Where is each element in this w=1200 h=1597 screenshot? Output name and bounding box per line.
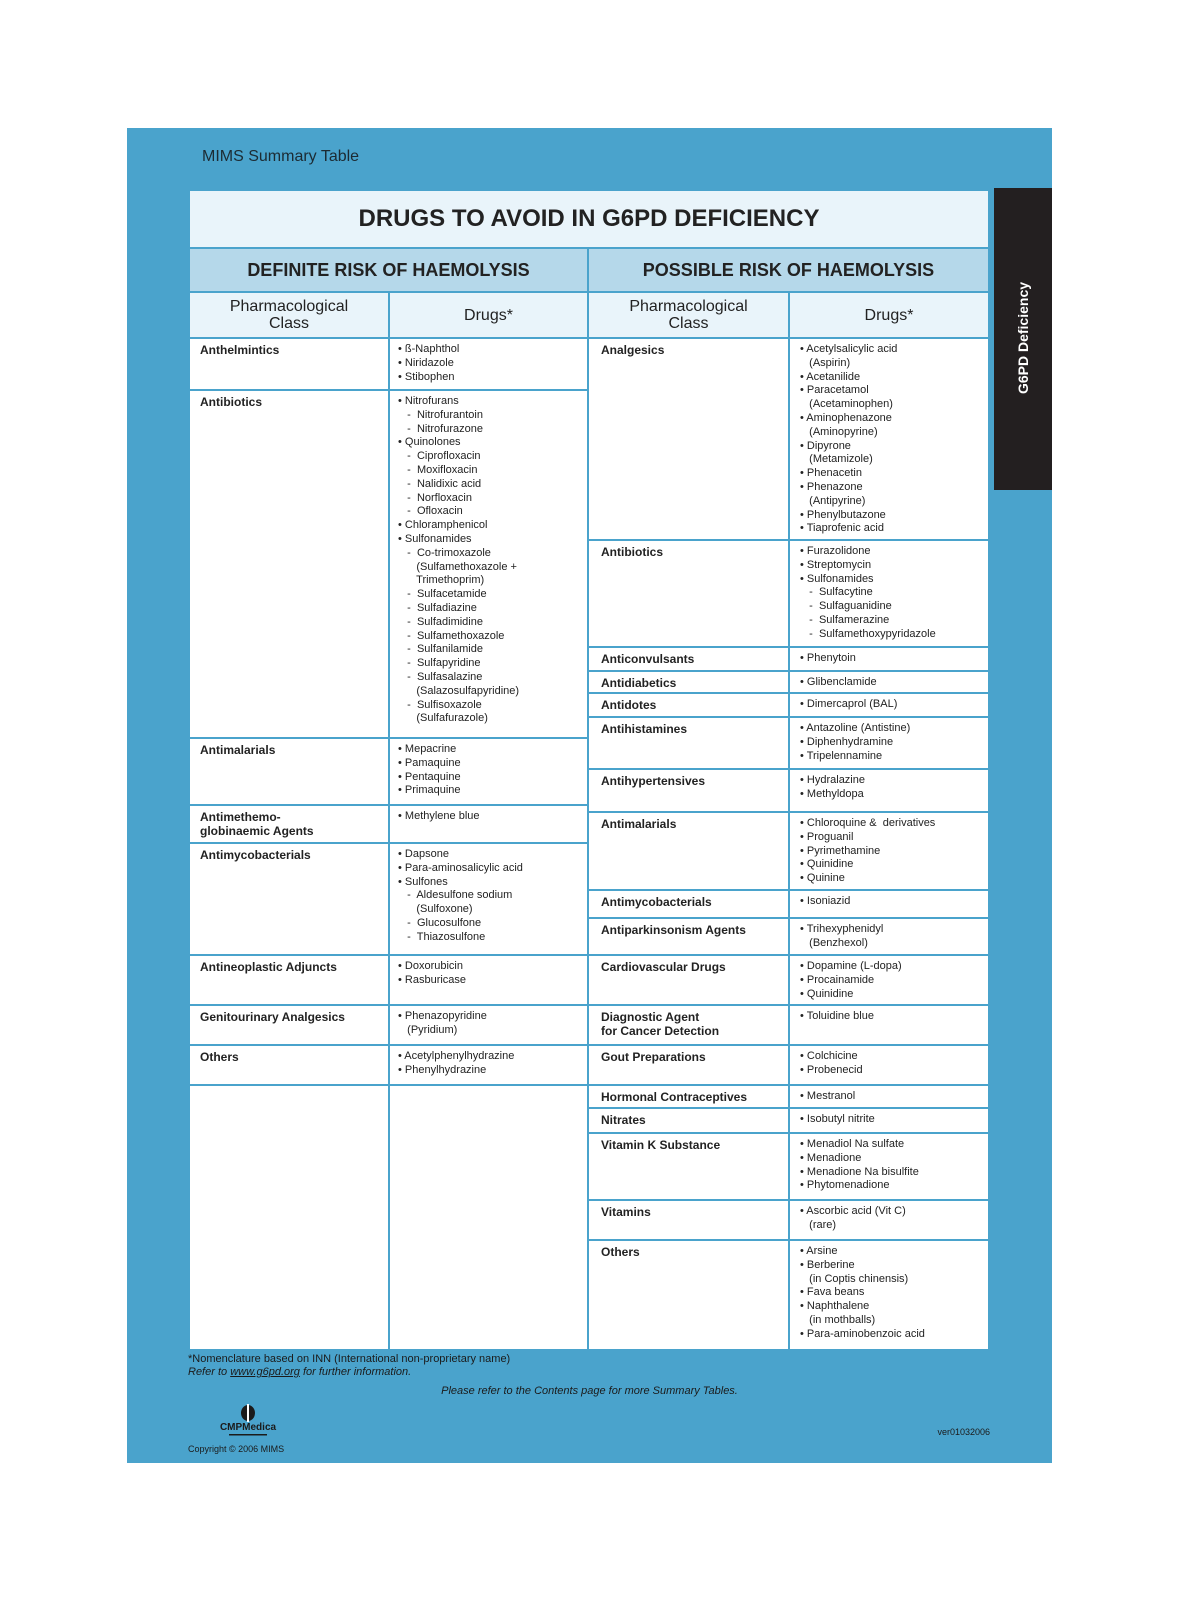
possible-drug-list: [800, 722, 910, 763]
drug-item: - Sulfamethoxypyridazole: [800, 627, 936, 640]
drug-item: • Phenazone: [800, 480, 863, 493]
drug-item: • Para-aminosalicylic acid: [398, 861, 523, 874]
row-divider: [190, 954, 587, 956]
drug-item: • Antazoline (Antistine): [800, 722, 911, 734]
divider: [587, 249, 589, 1349]
row-divider: [589, 692, 988, 694]
drug-item: • Phenytoin: [800, 652, 856, 664]
definite-class-label: Antimycobacterials: [200, 848, 311, 862]
drug-item: (Metamizole): [800, 453, 873, 466]
drug-table: [188, 189, 990, 1351]
possible-drug-list: [800, 895, 850, 909]
possible-class-label: Vitamin K Substance: [601, 1138, 721, 1152]
definite-class-label: Antimethemo- globinaemic Agents: [200, 810, 314, 838]
drug-item: • Menadione Na bisulfite: [800, 1165, 919, 1178]
definite-drug-list: [398, 395, 519, 726]
drug-item: (Acetaminophen): [800, 398, 893, 411]
drug-item: (in mothballs): [800, 1313, 876, 1326]
side-tab: [994, 188, 1052, 490]
possible-drug-list: [800, 698, 897, 712]
drug-item: • Menadiol Na sulfate: [800, 1138, 905, 1150]
drug-item: (Sulfoxone): [398, 903, 473, 916]
colhead-possible-drugs: Drugs*: [790, 293, 988, 339]
possible-class-label: Antidiabetics: [601, 676, 677, 690]
header-label: MIMS Summary Table: [202, 148, 360, 165]
drug-item: • Dimercaprol (BAL): [800, 698, 898, 710]
possible-class-label: Vitamins: [601, 1205, 651, 1219]
definite-drug-list: [398, 1050, 514, 1078]
definite-class-label: Antimalarials: [200, 743, 276, 757]
drug-item: • Quinidine: [800, 858, 854, 871]
possible-class-label: Hormonal Contraceptives: [601, 1090, 748, 1104]
drug-item: • Dipyrone: [800, 439, 851, 452]
row-divider: [190, 1004, 587, 1006]
possible-class-label: Antimycobacterials: [601, 895, 712, 909]
drug-item: • Acetanilide: [800, 370, 861, 383]
drug-item: - Sulfadimidine: [398, 615, 483, 628]
possible-drug-list: [800, 817, 935, 886]
drug-item: • Pentaquine: [398, 770, 461, 783]
drug-item: • Phenylhydrazine: [398, 1063, 487, 1076]
drug-item: • Phenacetin: [800, 467, 862, 480]
drug-item: • Pamaquine: [398, 756, 461, 769]
possible-drug-list: [800, 652, 856, 666]
drug-item: • Chloroquine & derivatives: [800, 817, 936, 829]
colhead-possible-class: Pharmacological Class: [589, 293, 788, 339]
drug-item: - Moxifloxacin: [398, 463, 478, 476]
drug-item: • Tripelennamine: [800, 749, 883, 762]
row-divider: [190, 842, 587, 844]
row-divider: [589, 1107, 988, 1109]
drug-item: - Sulfasalazine: [398, 670, 483, 683]
possible-class-label: Antihypertensives: [601, 774, 706, 788]
row-divider: [589, 889, 988, 891]
drug-item: - Sulfisoxazole: [398, 698, 482, 711]
drug-item: • Proguanil: [800, 830, 854, 843]
logo-text: CMPMedica: [219, 1422, 277, 1433]
drug-item: • Menadione: [800, 1151, 862, 1164]
drug-item: • Quinidine: [800, 987, 854, 1000]
possible-drug-list: [800, 1090, 855, 1104]
definite-drug-list: [398, 343, 459, 384]
drug-item: - Sulfanilamide: [398, 643, 483, 656]
possible-drug-list: [800, 676, 877, 690]
footnote-refer-link-line: [188, 1366, 510, 1379]
drug-item: - Sulfapyridine: [398, 657, 481, 670]
possible-drug-list: [800, 923, 883, 951]
footnote: [188, 1353, 510, 1379]
drug-item: • Quinine: [800, 872, 845, 885]
drug-item: - Sulfacetamide: [398, 588, 487, 601]
row-divider: [589, 1132, 988, 1134]
drug-item: (Sulfafurazole): [398, 712, 488, 725]
possible-drug-list: [800, 1113, 875, 1127]
drug-item: • Sulfones: [398, 875, 448, 888]
drug-item: • Sulfonamides: [398, 532, 472, 545]
drug-item: • Acetylphenylhydrazine: [398, 1050, 515, 1062]
possible-class-label: Antidotes: [601, 698, 657, 712]
drug-item: • Mepacrine: [398, 743, 457, 755]
possible-class-label: Antimalarials: [601, 817, 677, 831]
row-divider: [589, 917, 988, 919]
row-divider: [589, 954, 988, 956]
row-divider: [589, 716, 988, 718]
drug-item: • Dopamine (L-dopa): [800, 960, 902, 972]
row-divider: [190, 389, 587, 391]
drug-item: (Antipyrine): [800, 494, 866, 507]
drug-item: • Niridazole: [398, 356, 454, 369]
row-divider: [589, 670, 988, 672]
version-code: ver01032006: [937, 1427, 990, 1437]
drug-item: (Salazosulfapyridine): [398, 684, 520, 697]
colhead-definite-class: Pharmacological Class: [190, 293, 388, 339]
possible-drug-list: [800, 1138, 919, 1193]
drug-item: • Dapsone: [398, 848, 449, 860]
drug-item: • Glibenclamide: [800, 676, 877, 688]
row-divider: [589, 1004, 988, 1006]
row-divider: [589, 539, 988, 541]
row-divider: [589, 1199, 988, 1201]
drug-item: • Diphenhydramine: [800, 735, 894, 748]
drug-item: • Colchicine: [800, 1050, 858, 1062]
row-divider: [589, 1239, 988, 1241]
row-divider: [589, 1044, 988, 1046]
drug-item: • Streptomycin: [800, 558, 872, 571]
drug-item: • Para-aminobenzoic acid: [800, 1327, 925, 1340]
possible-drug-list: [800, 343, 897, 536]
drug-item: (Aspirin): [800, 356, 851, 369]
drug-item: (in Coptis chinensis): [800, 1272, 909, 1285]
cmpmedica-logo-icon: [215, 1404, 281, 1438]
drug-item: - Ciprofloxacin: [398, 450, 481, 463]
definite-class-label: Genitourinary Analgesics: [200, 1010, 345, 1024]
possible-class-label: Gout Preparations: [601, 1050, 706, 1064]
row-divider: [589, 768, 988, 770]
drug-item: (rare): [800, 1218, 837, 1231]
row-divider: [190, 1044, 587, 1046]
drug-item: • Methylene blue: [398, 810, 480, 822]
drug-item: - Sulfadiazine: [398, 601, 477, 614]
possible-class-label: Nitrates: [601, 1113, 646, 1127]
drug-item: • Hydralazine: [800, 774, 865, 786]
drug-item: • ß-Naphthol: [398, 343, 460, 355]
possible-class-label: Diagnostic Agent for Cancer Detection: [601, 1010, 720, 1038]
row-divider: [589, 1084, 988, 1086]
drug-item: • Quinolones: [398, 436, 461, 449]
drug-item: - Ofloxacin: [398, 505, 463, 518]
row-divider: [190, 804, 587, 806]
drug-item: • Isobutyl nitrite: [800, 1113, 875, 1125]
drug-item: • Rasburicase: [398, 973, 467, 986]
drug-item: • Stibophen: [398, 370, 455, 383]
drug-item: (Sulfamethoxazole +: [398, 560, 517, 573]
drug-item: • Primaquine: [398, 784, 461, 797]
drug-item: (Benzhexol): [800, 936, 868, 949]
drug-item: • Paracetamol: [800, 384, 869, 397]
footnote-prefix: Refer to: [188, 1366, 231, 1378]
possible-drug-list: [800, 1205, 906, 1233]
drug-item: • Methyldopa: [800, 787, 864, 800]
drug-item: - Sulfamethoxazole: [398, 629, 505, 642]
drug-item: (Aminopyrine): [800, 425, 878, 438]
definite-drug-list: [398, 810, 480, 824]
possible-drug-list: [800, 545, 936, 642]
definite-class-label: Others: [200, 1050, 239, 1064]
drug-item: • Doxorubicin: [398, 960, 463, 972]
drug-item: - Co-trimoxazole: [398, 546, 491, 559]
drug-item: - Nalidixic acid: [398, 477, 482, 490]
possible-class-label: Antihistamines: [601, 722, 688, 736]
drug-item: • Berberine: [800, 1258, 855, 1271]
footnote-nomenclature: *Nomenclature based on INN (International non-proprietary name): [188, 1353, 511, 1365]
possible-class-label: Anticonvulsants: [601, 652, 695, 666]
definite-class-label: Anthelmintics: [200, 343, 280, 357]
section-definite-risk: DEFINITE RISK OF HAEMOLYSIS: [190, 249, 587, 293]
drug-item: • Nitrofurans: [398, 395, 459, 407]
drug-item: • Chloramphenicol: [398, 519, 488, 532]
row-divider: [589, 811, 988, 813]
drug-item: • Toluidine blue: [800, 1010, 874, 1022]
definite-class-label: Antibiotics: [200, 395, 262, 409]
drug-item: - Glucosulfone: [398, 916, 482, 929]
possible-class-label: Analgesics: [601, 343, 665, 357]
drug-item: • Acetylsalicylic acid: [800, 343, 898, 355]
drug-item: • Furazolidone: [800, 545, 871, 557]
drug-item: • Pyrimethamine: [800, 844, 881, 857]
drug-item: • Fava beans: [800, 1286, 865, 1299]
possible-class-label: Antiparkinsonism Agents: [601, 923, 746, 937]
side-tab-label: G6PD Deficiency: [1015, 281, 1031, 395]
drug-item: • Tiaprofenic acid: [800, 522, 884, 535]
drug-item: • Phenylbutazone: [800, 508, 886, 521]
definite-drug-list: [398, 960, 466, 988]
drug-item: - Norfloxacin: [398, 491, 472, 504]
cmpmedica-logo: [215, 1404, 281, 1443]
drug-item: - Sulfacytine: [800, 586, 873, 599]
divider: [788, 293, 790, 1349]
drug-item: - Sulfaguanidine: [800, 600, 892, 613]
possible-class-label: Antibiotics: [601, 545, 663, 559]
drug-item: - Thiazosulfone: [398, 930, 486, 943]
drug-item: (Pyridium): [398, 1023, 458, 1036]
possible-drug-list: [800, 774, 865, 802]
row-divider: [589, 646, 988, 648]
section-possible-risk: POSSIBLE RISK OF HAEMOLYSIS: [589, 249, 988, 293]
drug-item: • Naphthalene: [800, 1300, 870, 1313]
drug-item: - Aldesulfone sodium: [398, 889, 513, 902]
definite-drug-list: [398, 743, 461, 798]
possible-drug-list: [800, 1050, 863, 1078]
drug-item: • Mestranol: [800, 1090, 856, 1102]
definite-drug-list: [398, 848, 523, 945]
drug-item: • Phytomenadione: [800, 1179, 890, 1192]
possible-class-label: Cardiovascular Drugs: [601, 960, 726, 974]
drug-item: - Nitrofurazone: [398, 422, 483, 435]
drug-item: • Ascorbic acid (Vit C): [800, 1205, 906, 1217]
drug-item: - Nitrofurantoin: [398, 408, 483, 421]
drug-item: • Sulfonamides: [800, 572, 874, 585]
table-title: DRUGS TO AVOID IN G6PD DEFICIENCY: [190, 191, 988, 249]
possible-class-label: Others: [601, 1245, 640, 1259]
contents-reference: Please refer to the Contents page for more Summary Tables.: [441, 1385, 738, 1397]
drug-item: • Trihexyphenidyl: [800, 923, 884, 935]
g6pd-link[interactable]: www.g6pd.org: [230, 1366, 300, 1378]
possible-drug-list: [800, 1010, 874, 1024]
drug-item: • Arsine: [800, 1245, 838, 1257]
drug-item: • Aminophenazone: [800, 411, 892, 424]
drug-item: • Isoniazid: [800, 895, 851, 907]
footnote-suffix: for further information.: [299, 1366, 412, 1378]
row-divider: [190, 737, 587, 739]
possible-drug-list: [800, 960, 902, 1001]
definite-drug-list: [398, 1010, 487, 1038]
summary-panel: [127, 128, 1052, 1463]
drug-item: Trimethoprim): [398, 574, 485, 587]
copyright: Copyright © 2006 MIMS: [188, 1444, 285, 1454]
colhead-definite-drugs: Drugs*: [390, 293, 587, 339]
definite-class-label: Antineoplastic Adjuncts: [200, 960, 337, 974]
possible-drug-list: [800, 1245, 925, 1342]
drug-item: • Phenazopyridine: [398, 1010, 487, 1022]
drug-item: • Probenecid: [800, 1063, 863, 1076]
drug-item: • Procainamide: [800, 973, 875, 986]
divider: [388, 1086, 390, 1349]
drug-item: - Sulfamerazine: [800, 613, 890, 626]
